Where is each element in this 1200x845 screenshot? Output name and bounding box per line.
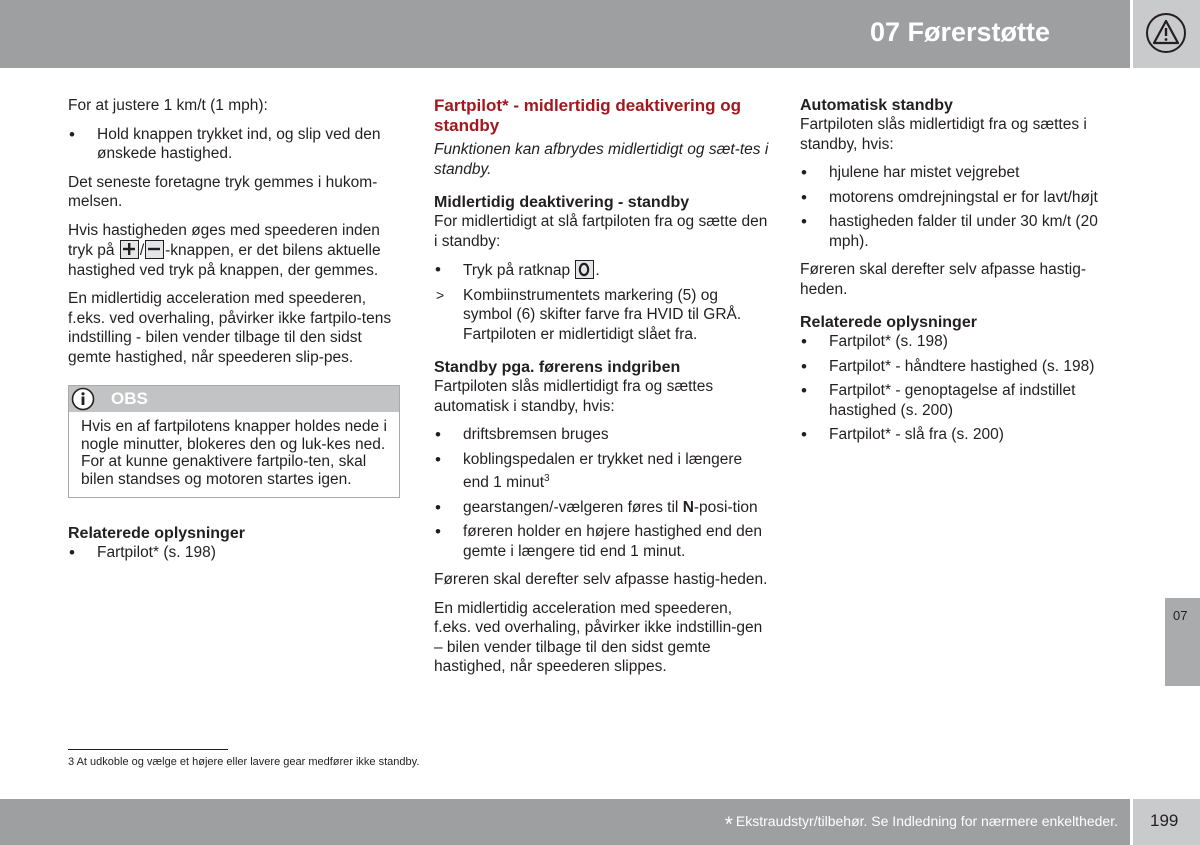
text: Hvis hastigheden øges med speederen inden tryk på	[68, 221, 380, 259]
related-list	[68, 543, 400, 563]
text: -knappen, er det bilens aktuelle hastighed ved tryk på knappen, der gemmes.	[68, 242, 381, 279]
text: -posi-tion	[693, 498, 758, 516]
related-link[interactable]: • Fartpilot* - slå fra (s. 200)	[800, 425, 1125, 445]
separator: /	[139, 242, 145, 259]
paragraph: Føreren skal derefter selv afpasse hastig-heden.	[800, 261, 1087, 298]
paragraph: En midlertidig acceleration med speederen, f.eks. ved overhaling, påvirker ikke indstillin-gen – bilen vender tilbage til den sidst gemte hastighed, når speederen slippes.	[434, 599, 763, 676]
paragraph: En midlertidig acceleration med speederen, f.eks. ved overhaling, påvirker ikke fartpilo-tens indstilling - bilen vender tilbage til den sidst gemte hastighed, når speederen slip-pes.	[68, 290, 392, 366]
related-link[interactable]: • Fartpilot* - håndtere hastighed (s. 198)	[800, 357, 1125, 377]
list-item	[434, 260, 769, 281]
column-left	[68, 96, 400, 572]
section-heading: Fartpilot* - midlertidig deaktivering og standby	[434, 96, 741, 135]
column-middle	[434, 96, 769, 686]
footer-text: Ekstraudstyr/tilbehør. Se Indledning for nærmere enkeltheder.	[735, 813, 1118, 829]
related-link[interactable]: • Fartpilot* - genoptagelse af indstillet hastighed (s. 200)	[800, 381, 1125, 420]
footnote-number: 3	[68, 756, 75, 768]
sub-heading: Midlertidig deaktivering - standby	[434, 194, 690, 211]
section-intro: Funktionen kan afbrydes midlertidigt og sæt-tes i standby.	[434, 141, 769, 178]
bullet-list	[800, 163, 1125, 251]
paragraph: For midlertidigt at slå fartpiloten fra og sætte den i standby:	[434, 213, 768, 250]
paragraph: Fartpiloten slås midlertidigt fra og sættes automatisk i standby, hvis:	[434, 378, 714, 415]
text: koblingspedalen er trykket ned i længere end 1 minut	[463, 450, 743, 492]
paragraph	[68, 221, 400, 281]
list-item: • hjulene har mistet vejgrebet	[800, 163, 1125, 183]
paragraph: Føreren skal derefter selv afpasse hastig-heden.	[434, 571, 768, 589]
bullet-list	[434, 425, 769, 561]
bullet-list	[68, 125, 400, 164]
gear-position: N	[682, 498, 694, 516]
sub-heading: Automatisk standby	[800, 97, 953, 114]
chapter-tab	[1165, 598, 1200, 686]
obs-note-header	[69, 386, 399, 412]
header-icon-box	[1133, 0, 1200, 68]
warning-triangle-icon	[1144, 13, 1188, 53]
chapter-title: 07 Førerstøtte	[869, 17, 1050, 47]
step-list	[434, 260, 769, 344]
text: gearstangen/-vælgeren føres til	[463, 498, 683, 516]
header-bar	[0, 0, 1130, 68]
obs-note-box	[68, 385, 400, 498]
text: Tryk på ratknap	[463, 262, 575, 279]
list-item: • motorens omdrejningstal er for lavt/højt	[800, 188, 1125, 208]
related-list	[800, 332, 1125, 445]
list-item: > Kombiinstrumentets markering (5) og symbol (6) skifter farve fra HVID til GRÅ. Fartpiloten er midlertidigt slået fra.	[434, 286, 769, 345]
cruise-standby-icon	[577, 262, 591, 277]
chapter-tab-label: 07	[1173, 608, 1188, 623]
related-link[interactable]: • Fartpilot* (s. 198)	[68, 543, 400, 563]
sub-heading: Standby pga. førerens indgriben	[434, 359, 681, 376]
related-link[interactable]: • Fartpilot* (s. 198)	[800, 332, 1125, 352]
plus-icon	[122, 242, 136, 256]
minus-button-symbol	[145, 240, 164, 259]
footnote-text: At udkoble og vælge et højere eller lavere gear medfører ikke standby.	[74, 756, 420, 768]
page-number: 199	[1150, 811, 1179, 830]
list-item: • hastigheden falder til under 30 km/t (20 mph).	[800, 212, 1125, 251]
footnote-ref: 3	[544, 473, 550, 484]
column-right	[800, 96, 1125, 454]
paragraph: Fartpiloten slås midlertidigt fra og sættes i standby, hvis:	[800, 116, 1087, 153]
plus-button-symbol	[120, 240, 139, 259]
list-item: • driftsbremsen bruges	[434, 425, 769, 445]
related-heading: Relaterede oplysninger	[68, 525, 245, 542]
paragraph: Det seneste foretagne tryk gemmes i hukom-melsen.	[68, 173, 378, 210]
obs-note-text: Hvis en af fartpilotens knapper holdes nede i nogle minutter, blokeres den og luk-kes ned. For at kunne genaktivere fartpilo-ten, skal bilen standses og motoren startes igen.	[81, 418, 387, 488]
minus-icon	[147, 242, 161, 256]
footnote	[68, 755, 419, 769]
related-heading: Relaterede oplysninger	[800, 314, 977, 331]
asterisk: *	[724, 813, 733, 836]
list-item: • føreren holder en højere hastighed end den gemte i længere tid end 1 minut.	[434, 522, 769, 561]
list-item	[434, 498, 769, 518]
footnote-divider	[68, 749, 228, 750]
footer-note	[725, 812, 1118, 834]
page-number-box	[1133, 799, 1200, 845]
list-item	[434, 450, 769, 493]
paragraph: For at justere 1 km/t (1 mph):	[68, 97, 268, 114]
text: .	[595, 262, 600, 279]
obs-label: OBS	[111, 389, 148, 408]
steering-wheel-button-symbol	[575, 260, 594, 279]
footer-bar	[0, 799, 1130, 845]
list-item: • Hold knappen trykket ind, og slip ved den ønskede hastighed.	[68, 125, 400, 164]
info-icon	[71, 387, 95, 411]
